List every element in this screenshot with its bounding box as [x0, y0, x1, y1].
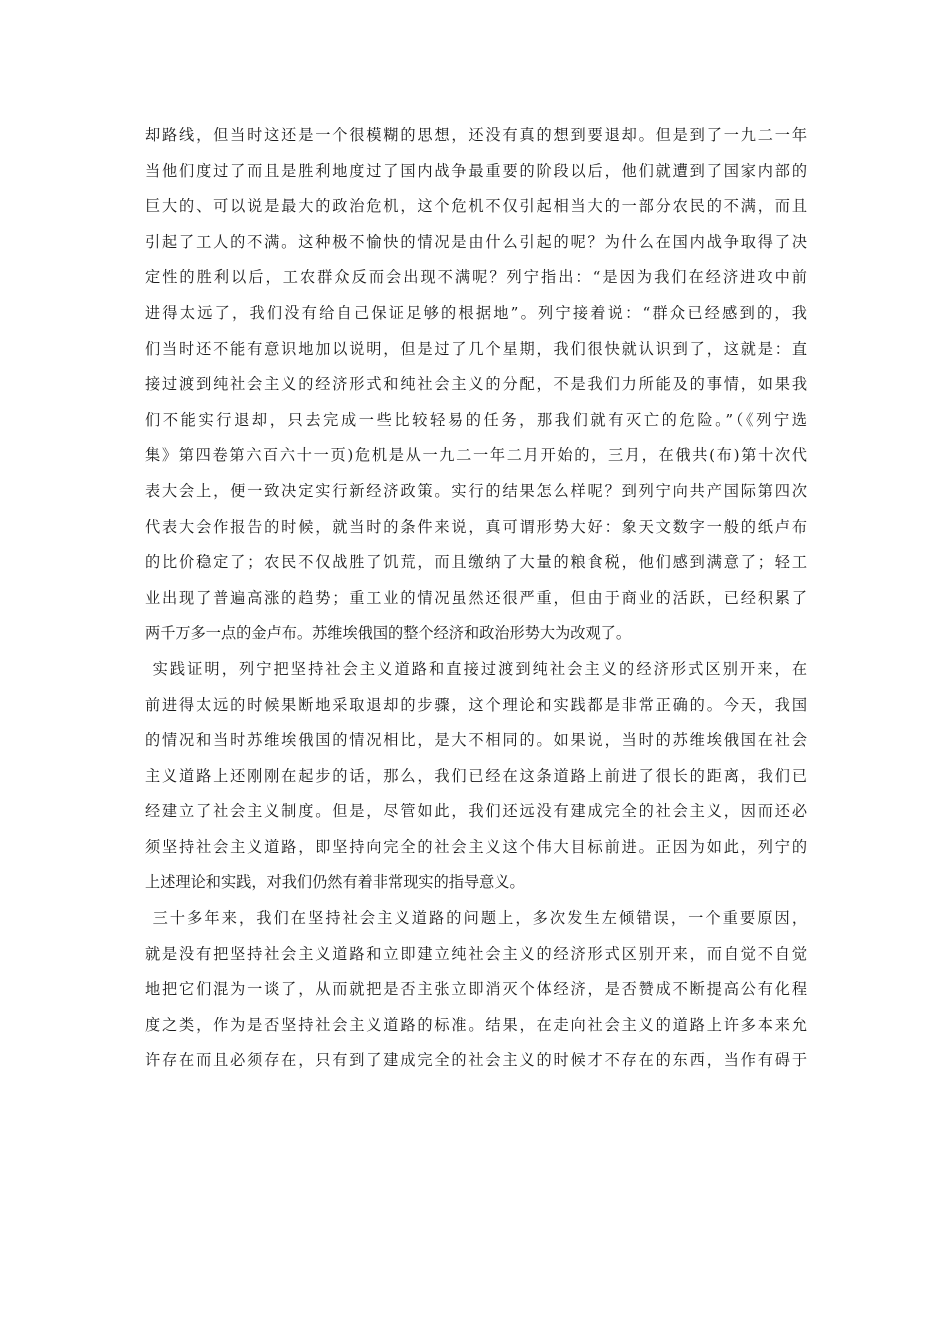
text-line: 度之类，作为是否坚持社会主义道路的标准。结果，在走向社会主义的道路上许多本来允: [145, 1015, 807, 1034]
text-line: 们当时还不能有意识地加以说明，但是过了几个星期，我们很快就认识到了，这就是：直: [145, 339, 807, 358]
text-line: 却路线，但当时这还是一个很模糊的思想，还没有真的想到要退却。但是到了一九二一年: [145, 126, 807, 144]
text-line: 进得太远了，我们没有给自己保证足够的根据地”。列宁接着说：“群众已经感到的，我: [145, 303, 807, 322]
text-line: 前进得太远的时候果断地采取退却的步骤，这个理论和实践都是非常正确的。今天，我国: [145, 695, 807, 714]
text-line: 表大会上，便一致决定实行新经济政策。实行的结果怎么样呢？到列宁向共产国际第四次: [145, 481, 807, 500]
text-line: 集》第四卷第六百六十一页)危机是从一九二一年二月开始的，三月，在俄共(布)第十次代: [145, 446, 807, 465]
text-line: 两千万多一点的金卢布。苏维埃俄国的整个经济和政治形势大为改观了。: [145, 624, 631, 643]
text-line: 就是没有把坚持社会主义道路和立即建立纯社会主义的经济形式区别开来，而自觉不自觉: [145, 944, 807, 963]
text-line: 经建立了社会主义制度。但是，尽管如此，我们还远没有建成完全的社会主义，因而还必: [145, 802, 807, 821]
text-line: 接过渡到纯社会主义的经济形式和纯社会主义的分配，不是我们力所能及的事情，如果我: [145, 375, 807, 394]
text-line: 须坚持社会主义道路，即坚持向完全的社会主义这个伟大目标前进。正因为如此，列宁的: [145, 837, 807, 856]
text-line: 主义道路上还刚刚在起步的话，那么，我们已经在这条道路上前进了很长的距离，我们已: [145, 766, 807, 785]
text-line: 的比价稳定了；农民不仅战胜了饥荒，而且缴纳了大量的粮食税，他们感到满意了；轻工: [145, 553, 807, 572]
text-line: 定性的胜利以后，工农群众反而会出现不满呢？列宁指出：“是因为我们在经济进攻中前: [145, 268, 807, 287]
body-text: [145, 118, 807, 1079]
text-line: 们不能实行退却，只去完成一些比较轻易的任务，那我们就有灭亡的危险。”（《列宁选: [145, 410, 807, 429]
paragraph-start-line: 实践证明，列宁把坚持社会主义道路和直接过渡到纯社会主义的经济形式区别开来，在: [152, 659, 807, 678]
text-line: 业出现了普遍高涨的趋势；重工业的情况虽然还很严重，但由于商业的活跃，已经积累了: [145, 588, 807, 607]
text-line: 地把它们混为一谈了，从而就把是否主张立即消灭个体经济，是否赞成不断提高公有化程: [145, 980, 807, 999]
text-line: 引起了工人的不满。这种极不愉快的情况是由什么引起的呢？为什么在国内战争取得了决: [145, 232, 807, 251]
text-line: 巨大的、可以说是最大的政治危机，这个危机不仅引起相当大的一部分农民的不满，而且: [145, 197, 807, 216]
text-line: 许存在而且必须存在，只有到了建成完全的社会主义的时候才不存在的东西，当作有碍于: [145, 1051, 807, 1070]
text-line: 当他们度过了而且是胜利地度过了国内战争最重要的阶段以后，他们就遭到了国家内部的: [145, 161, 807, 180]
text-line: 上述理论和实践，对我们仍然有着非常现实的指导意义。: [145, 873, 525, 892]
paragraph-start-line: 三十多年来，我们在坚持社会主义道路的问题上，多次发生左倾错误，一个重要原因，: [152, 909, 807, 928]
text-line: 代表大会作报告的时候，就当时的条件来说，真可谓形势大好：象天文数字一般的纸卢布: [145, 517, 807, 536]
text-line: 的情况和当时苏维埃俄国的情况相比，是大不相同的。如果说，当时的苏维埃俄国在社会: [145, 731, 807, 750]
